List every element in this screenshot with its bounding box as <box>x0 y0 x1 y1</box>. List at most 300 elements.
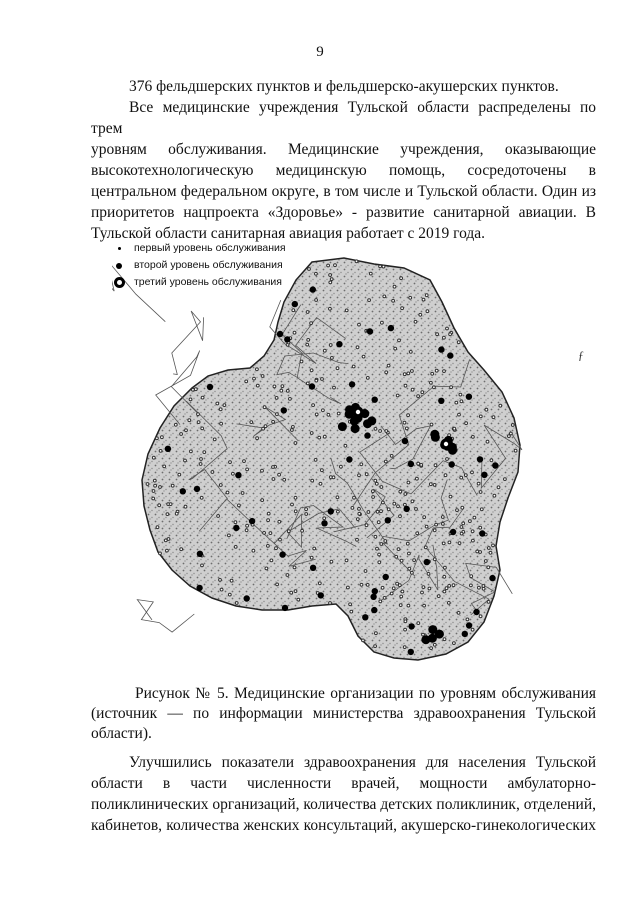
first-level-point <box>272 466 275 469</box>
first-level-point <box>293 331 296 334</box>
first-level-point <box>406 542 409 545</box>
first-level-point <box>356 518 359 521</box>
caption-line: (источник — по информации министерства здравоохранения Тульской <box>91 705 596 722</box>
first-level-point <box>487 601 490 604</box>
second-level-point <box>385 517 391 523</box>
first-level-point <box>372 490 375 493</box>
first-level-point <box>382 265 385 268</box>
first-level-point <box>407 481 410 484</box>
first-level-point <box>460 476 463 479</box>
first-level-point <box>460 532 463 535</box>
second-level-point <box>235 472 241 478</box>
first-level-point <box>367 511 370 514</box>
first-level-point <box>470 584 473 587</box>
first-level-point <box>350 610 353 613</box>
first-level-point <box>424 546 427 549</box>
paragraph-indicators <box>91 752 596 836</box>
first-level-point <box>292 309 295 312</box>
tula-region-map <box>112 240 532 680</box>
first-level-point <box>199 463 202 466</box>
first-level-point <box>243 460 246 463</box>
first-level-point <box>360 463 363 466</box>
paragraph-levels <box>91 97 596 244</box>
first-level-point <box>449 333 452 336</box>
first-level-point <box>200 458 203 461</box>
second-level-point <box>404 506 410 512</box>
first-level-point <box>329 344 332 347</box>
first-level-point <box>234 521 237 524</box>
first-level-point <box>366 584 369 587</box>
first-level-point <box>419 313 422 316</box>
first-level-point <box>499 404 502 407</box>
first-level-point <box>508 435 511 438</box>
first-level-point <box>166 549 169 552</box>
first-level-point <box>311 479 314 482</box>
first-level-point <box>404 503 407 506</box>
second-level-point <box>338 422 347 431</box>
first-level-point <box>334 264 337 267</box>
first-level-point <box>219 579 222 582</box>
first-level-point <box>291 503 294 506</box>
first-level-point <box>270 559 273 562</box>
first-level-point <box>490 459 493 462</box>
first-level-point <box>358 512 361 515</box>
first-level-point <box>159 450 162 453</box>
first-level-point <box>379 265 382 268</box>
first-level-point <box>323 435 326 438</box>
first-level-point <box>315 413 318 416</box>
first-level-point <box>435 369 438 372</box>
first-level-point <box>421 391 424 394</box>
first-level-point <box>327 413 330 416</box>
first-level-point <box>466 618 469 621</box>
first-level-point <box>219 408 222 411</box>
first-level-point <box>201 427 204 430</box>
first-level-point <box>409 351 412 354</box>
first-level-point <box>217 515 220 518</box>
second-level-point <box>462 631 468 637</box>
first-level-point <box>156 526 159 529</box>
first-level-point <box>163 465 166 468</box>
first-level-point <box>448 541 451 544</box>
first-level-point <box>380 510 383 513</box>
first-level-point <box>453 427 456 430</box>
first-level-point <box>180 433 183 436</box>
first-level-point <box>345 309 348 312</box>
second-level-point <box>279 551 285 557</box>
first-level-point <box>264 425 267 428</box>
second-level-point <box>431 433 440 442</box>
first-level-point <box>430 423 433 426</box>
second-level-point <box>492 462 498 468</box>
first-level-point <box>485 408 488 411</box>
first-level-point <box>262 427 265 430</box>
first-level-point <box>464 474 467 477</box>
second-level-point <box>421 635 430 644</box>
first-level-point <box>400 277 403 280</box>
first-level-point <box>442 523 445 526</box>
second-level-point <box>408 649 414 655</box>
second-level-point <box>372 588 378 594</box>
second-level-point <box>310 565 316 571</box>
first-level-point <box>312 404 315 407</box>
second-level-point <box>473 609 479 615</box>
first-level-point <box>175 512 178 515</box>
first-level-point <box>469 520 472 523</box>
first-level-point <box>409 296 412 299</box>
second-level-point <box>309 383 315 389</box>
second-level-point <box>194 486 200 492</box>
caption-line: области). <box>91 725 152 742</box>
first-level-point <box>216 402 219 405</box>
first-level-point <box>366 377 369 380</box>
first-level-point <box>471 471 474 474</box>
first-level-point <box>152 456 155 459</box>
first-level-point <box>414 320 417 323</box>
second-level-point <box>371 607 377 613</box>
first-level-point <box>269 532 272 535</box>
first-level-point <box>337 412 340 415</box>
first-level-point <box>345 559 348 562</box>
first-level-point <box>329 274 332 277</box>
first-level-point <box>358 508 361 511</box>
first-level-point <box>337 510 340 513</box>
second-level-point <box>318 592 324 598</box>
first-level-point <box>263 406 266 409</box>
legend-label: первый уровень обслуживания <box>134 242 286 254</box>
first-level-point <box>360 583 363 586</box>
first-level-point <box>430 647 433 650</box>
first-level-point <box>250 421 253 424</box>
first-level-point <box>380 486 383 489</box>
first-level-point <box>457 612 460 615</box>
first-level-point <box>416 532 419 535</box>
first-level-point <box>426 310 429 313</box>
first-level-point <box>487 566 490 569</box>
first-level-point <box>232 472 235 475</box>
first-level-point <box>197 421 200 424</box>
first-level-point <box>423 604 426 607</box>
first-level-point <box>460 400 463 403</box>
first-level-point <box>461 506 464 509</box>
first-level-point <box>213 438 216 441</box>
second-level-point <box>481 472 487 478</box>
legend-label: второй уровень обслуживания <box>134 259 283 271</box>
first-level-point <box>480 508 483 511</box>
first-level-point <box>392 299 395 302</box>
second-level-point <box>408 461 414 467</box>
paragraph-line: Все медицинские учреждения Тульской области распределены по трем <box>91 99 596 137</box>
first-level-point <box>358 474 361 477</box>
first-level-point <box>286 574 289 577</box>
first-level-point <box>261 469 264 472</box>
first-level-point <box>407 604 410 607</box>
first-level-point <box>403 646 406 649</box>
second-level-point <box>249 518 255 524</box>
first-level-point <box>425 294 428 297</box>
first-level-point <box>280 389 283 392</box>
second-level-point <box>367 416 376 425</box>
first-level-point <box>482 585 485 588</box>
first-level-point <box>449 495 452 498</box>
second-level-point <box>207 384 213 390</box>
first-level-point <box>431 372 434 375</box>
first-level-point <box>278 473 281 476</box>
first-level-point <box>201 396 204 399</box>
second-level-point <box>196 585 202 591</box>
first-level-point <box>379 600 382 603</box>
first-level-point <box>457 341 460 344</box>
first-level-point <box>417 395 420 398</box>
first-level-point <box>462 522 465 525</box>
second-level-point <box>282 605 288 611</box>
first-level-point <box>437 595 440 598</box>
stray-mark: ƒ <box>578 348 584 362</box>
first-level-point <box>415 508 418 511</box>
first-level-point <box>154 484 157 487</box>
first-level-point <box>159 486 162 489</box>
first-level-point <box>427 573 430 576</box>
first-level-point <box>442 542 445 545</box>
first-level-point <box>159 552 162 555</box>
first-level-point <box>443 590 446 593</box>
first-level-point <box>471 628 474 631</box>
first-level-point <box>381 321 384 324</box>
first-level-point <box>470 575 473 578</box>
second-level-point <box>438 398 444 404</box>
first-level-point <box>201 564 204 567</box>
first-level-point <box>404 628 407 631</box>
first-level-point <box>435 523 438 526</box>
first-level-point <box>471 530 474 533</box>
first-level-point <box>192 388 195 391</box>
second-level-point <box>180 488 186 494</box>
first-level-point <box>365 473 368 476</box>
first-level-point <box>313 547 316 550</box>
second-level-point <box>449 461 455 467</box>
first-level-point <box>404 620 407 623</box>
first-level-point <box>374 535 377 538</box>
first-level-point <box>387 364 390 367</box>
first-level-point <box>220 422 223 425</box>
first-level-point <box>356 346 359 349</box>
first-level-point <box>184 459 187 462</box>
first-level-point <box>393 285 396 288</box>
first-level-point <box>281 385 284 388</box>
first-level-point <box>504 478 507 481</box>
paragraph-line: центральном федеральном округе, в том числе и Тульской области. Один из <box>91 183 596 200</box>
first-level-point <box>411 388 414 391</box>
first-level-point <box>267 512 270 515</box>
first-level-point <box>308 268 311 271</box>
first-level-point <box>382 501 385 504</box>
first-level-point <box>245 380 248 383</box>
second-level-point <box>424 559 430 565</box>
first-level-point <box>387 508 390 511</box>
first-level-point <box>174 423 177 426</box>
first-level-point <box>393 502 396 505</box>
first-level-point <box>433 386 436 389</box>
first-level-point <box>385 430 388 433</box>
first-level-point <box>362 639 365 642</box>
first-level-point <box>184 505 187 508</box>
first-level-point <box>323 517 326 520</box>
first-level-point <box>275 547 278 550</box>
first-level-point <box>306 382 309 385</box>
page-number: 9 <box>316 44 324 60</box>
second-level-point <box>489 575 495 581</box>
first-level-point <box>375 632 378 635</box>
first-level-point <box>423 516 426 519</box>
first-level-point <box>399 515 402 518</box>
legend-item <box>112 274 286 291</box>
first-level-point <box>473 516 476 519</box>
paragraph-line: приоритетов нацпроекта «Здоровье» - развитие санитарной авиации. В <box>91 204 596 221</box>
first-level-point <box>315 379 318 382</box>
first-level-point <box>310 322 313 325</box>
first-level-point <box>171 484 174 487</box>
star-circle-icon <box>112 277 126 288</box>
first-level-point <box>294 496 297 499</box>
district-border <box>137 600 194 633</box>
first-level-point <box>351 507 354 510</box>
first-level-point <box>321 469 324 472</box>
first-level-point <box>307 339 310 342</box>
second-level-point <box>383 574 389 580</box>
first-level-point <box>446 458 449 461</box>
first-level-point <box>180 548 183 551</box>
first-level-point <box>452 584 455 587</box>
first-level-point <box>294 590 297 593</box>
first-level-point <box>146 483 149 486</box>
first-level-point <box>336 496 339 499</box>
first-level-point <box>479 526 482 529</box>
second-level-point <box>466 394 472 400</box>
first-level-point <box>279 538 282 541</box>
second-level-point <box>479 530 485 536</box>
first-level-point <box>433 643 436 646</box>
map-legend <box>112 240 286 291</box>
first-level-point <box>315 272 318 275</box>
first-level-point <box>365 524 368 527</box>
legend-item <box>112 257 286 274</box>
first-level-point <box>353 496 356 499</box>
first-level-point <box>381 586 384 589</box>
first-level-point <box>398 339 401 342</box>
first-level-point <box>458 413 461 416</box>
second-level-point <box>370 594 376 600</box>
first-level-point <box>374 479 377 482</box>
first-level-point <box>297 598 300 601</box>
first-level-point <box>443 638 446 641</box>
first-level-point <box>403 421 406 424</box>
first-level-point <box>315 299 318 302</box>
first-level-point <box>384 460 387 463</box>
first-level-point <box>188 419 191 422</box>
first-level-point <box>444 474 447 477</box>
first-level-point <box>319 482 322 485</box>
first-level-point <box>443 575 446 578</box>
first-level-point <box>291 429 294 432</box>
third-level-point-core <box>356 410 360 414</box>
first-level-point <box>246 468 249 471</box>
first-level-point <box>384 540 387 543</box>
first-level-point <box>448 585 451 588</box>
first-level-point <box>340 465 343 468</box>
first-level-point <box>390 455 393 458</box>
first-level-point <box>226 491 229 494</box>
first-level-point <box>156 437 159 440</box>
first-level-point <box>417 622 420 625</box>
first-level-point <box>261 375 264 378</box>
first-level-point <box>358 323 361 326</box>
first-level-point <box>166 513 169 516</box>
first-level-point <box>472 436 475 439</box>
first-level-point <box>421 591 424 594</box>
second-level-point <box>477 456 483 462</box>
second-level-point <box>321 520 327 526</box>
first-level-point <box>290 591 293 594</box>
second-level-point <box>244 595 250 601</box>
first-level-point <box>256 384 259 387</box>
first-level-point <box>347 586 350 589</box>
first-level-point <box>153 479 156 482</box>
first-level-point <box>416 477 419 480</box>
first-level-point <box>164 539 167 542</box>
first-level-point <box>390 592 393 595</box>
first-level-point <box>372 496 375 499</box>
first-level-point <box>450 386 453 389</box>
first-level-point <box>511 424 514 427</box>
first-level-point <box>408 567 411 570</box>
second-level-point <box>372 397 378 403</box>
first-level-point <box>318 582 321 585</box>
first-level-point <box>289 398 292 401</box>
first-level-point <box>479 615 482 618</box>
first-level-point <box>300 360 303 363</box>
first-level-point <box>228 534 231 537</box>
second-level-point <box>428 625 437 634</box>
paragraph-line: области в части численности врачей, мощности амбулаторно- <box>91 775 596 792</box>
first-level-point <box>436 333 439 336</box>
first-level-point <box>429 483 432 486</box>
first-level-point <box>331 357 334 360</box>
first-level-point <box>433 558 436 561</box>
first-level-point <box>286 390 289 393</box>
first-level-point <box>456 509 459 512</box>
first-level-point <box>401 307 404 310</box>
first-level-point <box>245 529 248 532</box>
first-level-point <box>417 462 420 465</box>
first-level-point <box>241 492 244 495</box>
first-level-point <box>434 464 437 467</box>
first-level-point <box>492 544 495 547</box>
first-level-point <box>333 386 336 389</box>
first-level-point <box>272 478 275 481</box>
first-level-point <box>223 404 226 407</box>
first-level-point <box>185 429 188 432</box>
second-level-point <box>310 286 316 292</box>
first-level-point <box>407 372 410 375</box>
first-level-point <box>453 642 456 645</box>
first-level-point <box>369 272 372 275</box>
first-level-point <box>407 414 410 417</box>
first-level-point <box>420 464 423 467</box>
small-dot-icon <box>112 247 126 250</box>
first-level-point <box>378 561 381 564</box>
first-level-point <box>455 401 458 404</box>
first-level-point <box>344 444 347 447</box>
